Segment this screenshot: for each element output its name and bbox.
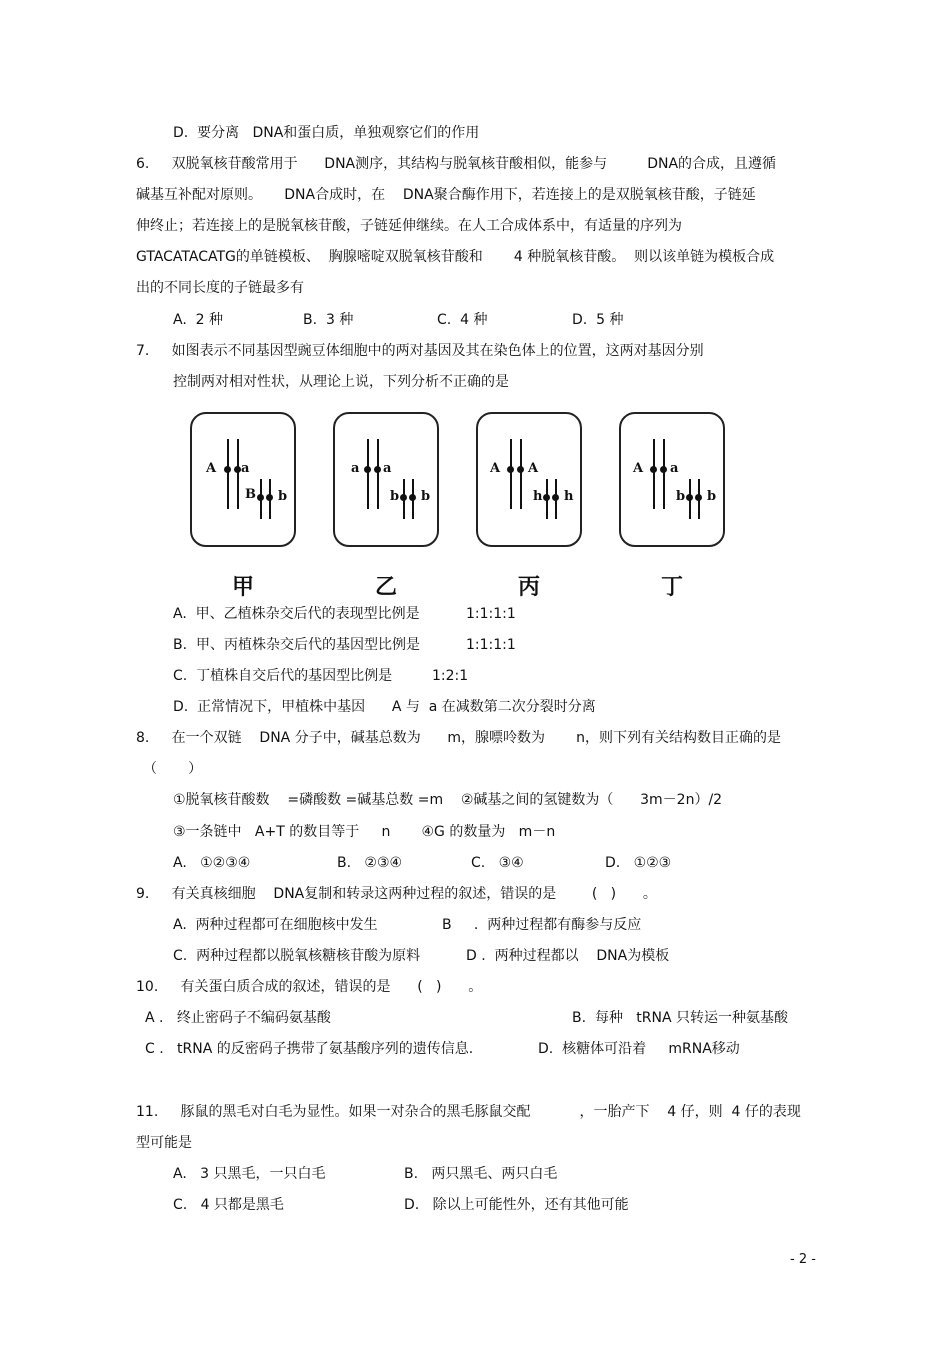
centromere <box>234 466 241 473</box>
q10-option-d: D. 核糖体可沿着 mRNA移动 <box>538 1041 740 1057</box>
q10-option-b: B. 每种 tRNA 只转运一种氨基酸 <box>572 1010 789 1026</box>
gene-label: A <box>490 461 501 476</box>
centromere <box>400 494 407 501</box>
centromere <box>507 466 514 473</box>
centromere <box>695 494 702 501</box>
q11-option-d: D. 除以上可能性外，还有其他可能 <box>404 1197 629 1213</box>
q6-stem-line-3: 伸终止；若连接上的是脱氧核苷酸，子链延伸继续。在人工合成体系中，有适量的序列为 <box>136 218 682 234</box>
q11-option-b: B. 两只黑毛、两只白毛 <box>404 1166 558 1182</box>
cell-jia <box>190 412 296 547</box>
q6-option-a: A. 2 种 <box>173 312 224 328</box>
q11-stem-line-2: 型可能是 <box>136 1135 192 1151</box>
q5-option-d: D. 要分离 DNA和蛋白质，单独观察它们的作用 <box>173 125 480 141</box>
q7-option-a: A. 甲、乙植株杂交后代的表现型比例是 <box>173 606 420 622</box>
q8-option-c: C. ③④ <box>471 855 524 871</box>
centromere <box>266 494 273 501</box>
q8-statement-1-2: ①脱氧核苷酸数 =磷酸数 =碱基总数 =m ②碱基之间的氢键数为（ 3m－2n）/2 <box>173 792 723 808</box>
q6-option-b: B. 3 种 <box>303 312 354 328</box>
gene-label: A <box>528 461 539 476</box>
centromere <box>552 494 559 501</box>
q10-option-c: C . tRNA 的反密码子携带了氨基酸序列的遗传信息. <box>145 1041 474 1057</box>
chromosome <box>227 439 229 509</box>
cell-caption: 甲 <box>231 574 254 600</box>
q10-stem: 10. 有关蛋白质合成的叙述，错误的是 ( ) 。 <box>136 979 483 995</box>
q9-option-d: D . 两种过程都以 DNA为模板 <box>466 948 670 964</box>
q11-stem-line-1: 11. 豚鼠的黑毛对白毛为显性。如果一对杂合的黑毛豚鼠交配 ，一胎产下 4 仔，则 4 仔的表现 <box>136 1104 801 1120</box>
q6-option-c: C. 4 种 <box>437 312 488 328</box>
q8-stem: 8. 在一个双链 DNA 分子中，碱基总数为 m，腺嘌呤数为 n，则下列有关结构数目正确的是 <box>136 730 782 746</box>
q6-stem-line-5: 出的不同长度的子链最多有 <box>136 280 304 296</box>
chromosome <box>377 439 379 509</box>
gene-label: b <box>676 489 686 504</box>
gene-label: A <box>633 461 644 476</box>
q7-stem-line-2: 控制两对相对性状，从理论上说，下列分析不正确的是 <box>173 374 509 390</box>
cell-ding <box>619 412 725 547</box>
centromere <box>650 466 657 473</box>
q9-stem: 9. 有关真核细胞 DNA复制和转录这两种过程的叙述，错误的是 ( ) 。 <box>136 886 657 902</box>
q6-stem-line-2: 碱基互补配对原则。 DNA合成时，在 DNA聚合酶作用下，若连接上的是双脱氧核苷酸，子链延 <box>136 187 756 203</box>
gene-label: b <box>707 489 717 504</box>
q7-option-a-ratio: 1:1:1:1 <box>466 606 516 622</box>
q7-option-c: C. 丁植株自交后代的基因型比例是 <box>173 668 393 684</box>
q9-option-a: A. 两种过程都可在细胞核中发生 <box>173 917 378 933</box>
chromosome <box>520 439 522 509</box>
q7-option-c-ratio: 1:2:1 <box>432 668 469 684</box>
chromosome <box>510 439 512 509</box>
centromere <box>224 466 231 473</box>
gene-label: A <box>206 461 217 476</box>
cell-bing <box>476 412 582 547</box>
q11-option-c: C. 4 只都是黑毛 <box>173 1197 284 1213</box>
q9-option-c: C. 两种过程都以脱氧核糖核苷酸为原料 <box>173 948 421 964</box>
centromere <box>517 466 524 473</box>
cell-yi <box>333 412 439 547</box>
q6-stem-line-1: 6. 双脱氧核苷酸常用于 DNA测序，其结构与脱氧核苷酸相似，能参与 DNA的合成，且遵循 <box>136 156 777 172</box>
gene-label: h <box>533 489 543 504</box>
chromosome <box>653 439 655 509</box>
centromere <box>364 466 371 473</box>
centromere <box>257 494 264 501</box>
centromere <box>374 466 381 473</box>
centromere <box>686 494 693 501</box>
gene-label: a <box>670 461 679 476</box>
gene-label: h <box>564 489 574 504</box>
centromere <box>409 494 416 501</box>
chromosome <box>663 439 665 509</box>
q8-answer-paren: （ ） <box>143 761 203 777</box>
q7-option-b-ratio: 1:1:1:1 <box>466 637 516 653</box>
q8-option-a: A. ①②③④ <box>173 855 251 871</box>
q11-option-a: A. 3 只黑毛，一只白毛 <box>173 1166 326 1182</box>
gene-label: b <box>278 489 288 504</box>
q8-statement-3-4: ③一条链中 A+T 的数目等于 n ④G 的数量为 m－n <box>173 824 556 840</box>
cell-caption: 丙 <box>517 574 540 600</box>
gene-label: a <box>241 461 250 476</box>
q6-option-d: D. 5 种 <box>572 312 624 328</box>
cell-caption: 丁 <box>660 574 683 600</box>
cell-caption: 乙 <box>374 574 397 600</box>
centromere <box>660 466 667 473</box>
q10-option-a: A . 终止密码子不编码氨基酸 <box>145 1010 331 1026</box>
gene-label: a <box>383 461 392 476</box>
gene-label: B <box>245 487 256 502</box>
q8-option-b: B. ②③④ <box>337 855 403 871</box>
q8-option-d: D. ①②③ <box>605 855 672 871</box>
centromere <box>543 494 550 501</box>
q7-option-d: D. 正常情况下，甲植株中基因 A 与 a 在减数第二次分裂时分离 <box>173 699 596 715</box>
page-number: - 2 - <box>790 1252 816 1267</box>
q7-stem-line-1: 7. 如图表示不同基因型豌豆体细胞中的两对基因及其在染色体上的位置，这两对基因分别 <box>136 343 704 359</box>
gene-label: b <box>421 489 431 504</box>
q9-option-b: B . 两种过程都有酶参与反应 <box>442 917 642 933</box>
chromosome <box>367 439 369 509</box>
q7-option-b: B. 甲、丙植株杂交后代的基因型比例是 <box>173 637 420 653</box>
gene-label: b <box>390 489 400 504</box>
gene-label: a <box>351 461 360 476</box>
chromosome <box>237 439 239 509</box>
q6-stem-line-4: GTACATACATG的单链模板、 胸腺嘧啶双脱氧核苷酸和 4 种脱氧核苷酸。 则以该单链为模板合成 <box>136 249 775 265</box>
